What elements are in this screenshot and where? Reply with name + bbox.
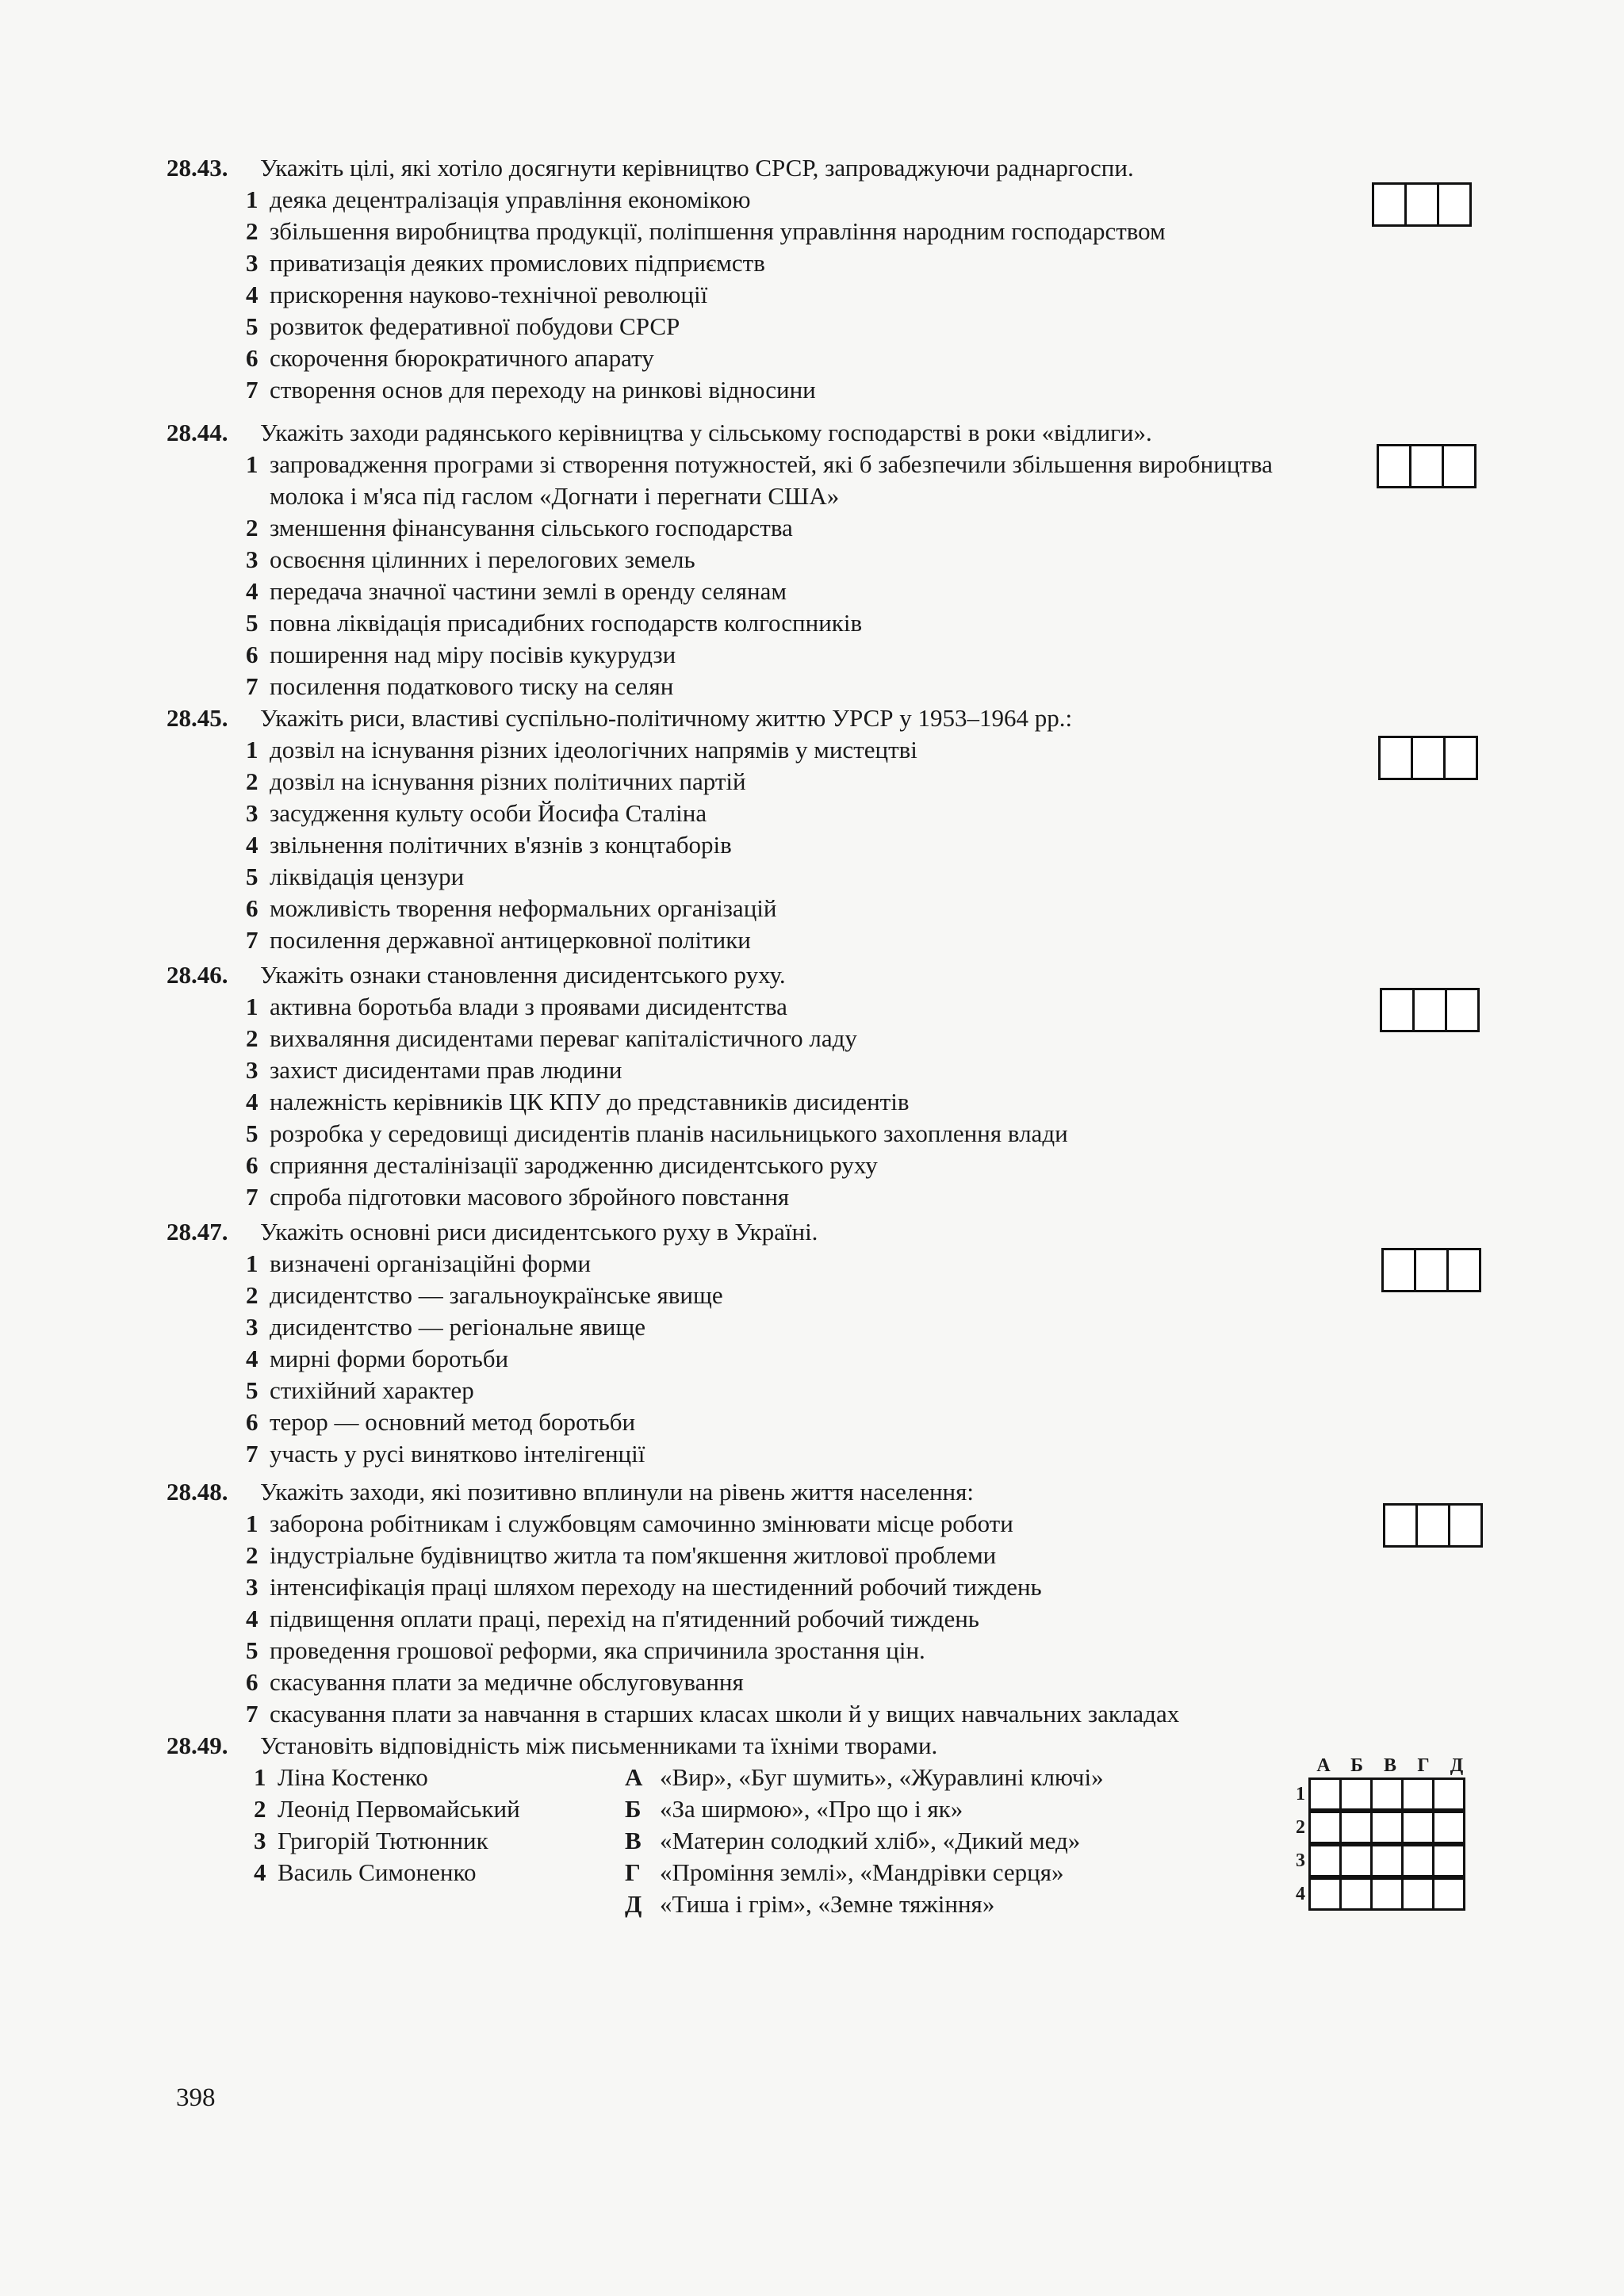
option-item bbox=[246, 1054, 1483, 1086]
question-text: Установіть відповідність між письменниками та їхніми творами. bbox=[260, 1732, 938, 1759]
option-number: 2 bbox=[246, 1541, 259, 1569]
option-text: сприяння десталінізації зародженню дисидентського руху bbox=[270, 1151, 878, 1179]
option-text: спроба підготовки масового збройного повстання bbox=[270, 1183, 790, 1211]
option-item bbox=[246, 1280, 1483, 1311]
answer-box[interactable] bbox=[1412, 988, 1447, 1032]
option-item bbox=[246, 1118, 1483, 1150]
option-text: участь у русі винятково інтелігенції bbox=[270, 1440, 645, 1468]
option-item bbox=[246, 512, 1483, 544]
option-text: освоєння цілинних і перелогових земель bbox=[270, 545, 695, 573]
option-text: повна ліквідація присадибних господарств колгоспників bbox=[270, 609, 863, 637]
answer-boxes-28-47 bbox=[1381, 1248, 1481, 1292]
option-text: належність керівників ЦК КПУ до представників дисидентів bbox=[270, 1088, 910, 1115]
question-number: 28.43. bbox=[167, 154, 228, 182]
option-number: 2 bbox=[246, 514, 259, 541]
option-text: дисидентство — регіональне явище bbox=[270, 1313, 646, 1341]
author-number: 4 bbox=[254, 1858, 266, 1886]
option-item bbox=[246, 829, 1483, 861]
option-number: 4 bbox=[246, 1345, 259, 1372]
option-text: ліквідація цензури bbox=[270, 863, 465, 890]
question-28-48 bbox=[167, 1476, 1483, 1730]
answer-box[interactable] bbox=[1383, 1503, 1418, 1548]
question-text: Укажіть риси, властиві суспільно-політичному життю УРСР у 1953–1964 рр.: bbox=[260, 704, 1073, 732]
answer-cell[interactable] bbox=[1432, 1844, 1465, 1877]
option-item bbox=[246, 1603, 1483, 1635]
option-item bbox=[246, 607, 1483, 639]
answer-box[interactable] bbox=[1404, 182, 1439, 227]
option-number: 6 bbox=[246, 1151, 259, 1179]
option-text: вихваляння дисидентами переваг капіталістичного ладу bbox=[270, 1024, 857, 1052]
option-item bbox=[246, 1375, 1483, 1406]
option-text: звільнення політичних в'язнів з концтаборів bbox=[270, 831, 732, 859]
author-name: Ліна Костенко bbox=[278, 1763, 428, 1791]
option-item bbox=[246, 991, 1483, 1023]
question-28-43 bbox=[167, 152, 1483, 406]
option-item bbox=[246, 893, 1483, 924]
answer-box[interactable] bbox=[1411, 736, 1446, 780]
option-number: 7 bbox=[246, 1183, 259, 1211]
option-item bbox=[246, 1023, 1483, 1054]
option-text: захист дисидентами прав людини bbox=[270, 1056, 622, 1084]
option-text: засудження культу особи Йосифа Сталіна bbox=[270, 799, 707, 827]
answer-cell[interactable] bbox=[1432, 1811, 1465, 1844]
option-item bbox=[246, 449, 1483, 512]
question-number: 28.44. bbox=[167, 419, 228, 446]
option-item bbox=[246, 1571, 1483, 1603]
option-number: 1 bbox=[246, 1510, 259, 1537]
option-text: можливість творення неформальних організацій bbox=[270, 894, 777, 922]
option-item bbox=[246, 734, 1483, 766]
option-number: 2 bbox=[246, 767, 259, 795]
answer-box[interactable] bbox=[1443, 736, 1478, 780]
answer-box[interactable] bbox=[1448, 1503, 1483, 1548]
option-number: 5 bbox=[246, 1376, 259, 1404]
answer-boxes-28-46 bbox=[1380, 988, 1480, 1032]
answer-grid-header bbox=[1307, 1754, 1473, 1777]
option-item bbox=[246, 639, 1483, 671]
option-number: 1 bbox=[246, 1249, 259, 1277]
option-item bbox=[246, 1248, 1483, 1280]
option-text: посилення податкового тиску на селян bbox=[270, 672, 674, 700]
answer-grid bbox=[1277, 1754, 1473, 1911]
author-item bbox=[254, 1762, 587, 1793]
grid-column-label: Г bbox=[1417, 1755, 1430, 1776]
answer-boxes-28-44 bbox=[1377, 444, 1477, 488]
author-item bbox=[254, 1793, 587, 1825]
answer-box[interactable] bbox=[1446, 1248, 1481, 1292]
option-item bbox=[246, 184, 1483, 216]
option-item bbox=[246, 1311, 1483, 1343]
grid-column-label: А bbox=[1316, 1755, 1331, 1776]
author-name: Григорій Тютюнник bbox=[278, 1827, 488, 1854]
option-number: 6 bbox=[246, 344, 259, 372]
answer-cell[interactable] bbox=[1339, 1811, 1373, 1844]
author-number: 1 bbox=[254, 1763, 266, 1791]
option-number: 3 bbox=[246, 1056, 259, 1084]
work-title: «Проміння землі», «Мандрівки серця» bbox=[660, 1858, 1064, 1886]
answer-box[interactable] bbox=[1445, 988, 1480, 1032]
option-item bbox=[246, 766, 1483, 798]
option-number: 4 bbox=[246, 577, 259, 605]
option-text: активна боротьба влади з проявами дисидентства bbox=[270, 993, 787, 1020]
answer-cell[interactable] bbox=[1432, 1777, 1465, 1811]
option-number: 5 bbox=[246, 863, 259, 890]
option-number: 3 bbox=[246, 249, 259, 277]
option-item bbox=[246, 1698, 1483, 1730]
author-item bbox=[254, 1857, 587, 1888]
option-text: прискорення науково-технічної революції bbox=[270, 281, 708, 308]
option-text: терор — основний метод боротьби bbox=[270, 1408, 636, 1436]
option-number: 5 bbox=[246, 312, 259, 340]
answer-grid-row bbox=[1277, 1844, 1473, 1877]
grid-row-label: 4 bbox=[1296, 1883, 1305, 1904]
grid-row-label: 2 bbox=[1296, 1816, 1305, 1838]
answer-cell[interactable] bbox=[1308, 1877, 1342, 1911]
option-item bbox=[246, 1150, 1483, 1181]
option-number: 1 bbox=[246, 993, 259, 1020]
work-item bbox=[625, 1857, 1243, 1888]
option-item bbox=[246, 1438, 1483, 1470]
option-text: дозвіл на існування різних ідеологічних напрямів у мистецтві bbox=[270, 736, 917, 763]
option-number: 7 bbox=[246, 926, 259, 954]
answer-cell[interactable] bbox=[1370, 1844, 1404, 1877]
option-number: 3 bbox=[246, 799, 259, 827]
answer-cell[interactable] bbox=[1308, 1777, 1342, 1811]
authors-list bbox=[254, 1762, 587, 1888]
author-item bbox=[254, 1825, 587, 1857]
option-number: 4 bbox=[246, 1088, 259, 1115]
answer-box[interactable] bbox=[1414, 1248, 1449, 1292]
answer-cell[interactable] bbox=[1401, 1811, 1434, 1844]
option-number: 6 bbox=[246, 641, 259, 668]
option-number: 6 bbox=[246, 1668, 259, 1696]
author-number: 2 bbox=[254, 1795, 266, 1823]
page-number: 398 bbox=[176, 2084, 216, 2112]
answer-cell[interactable] bbox=[1339, 1877, 1373, 1911]
option-item bbox=[246, 924, 1483, 956]
option-number: 5 bbox=[246, 1636, 259, 1664]
answer-cell[interactable] bbox=[1370, 1777, 1404, 1811]
option-item bbox=[246, 671, 1483, 702]
option-text: розробка у середовищі дисидентів планів насильницького захоплення влади bbox=[270, 1119, 1068, 1147]
option-text: скасування плати за медичне обслуговування bbox=[270, 1668, 744, 1696]
answer-grid-row bbox=[1277, 1877, 1473, 1911]
work-letter: Г bbox=[625, 1858, 641, 1886]
option-item bbox=[246, 247, 1483, 279]
option-item bbox=[246, 1540, 1483, 1571]
answer-boxes-28-48 bbox=[1383, 1503, 1483, 1548]
answer-box[interactable] bbox=[1377, 444, 1411, 488]
author-number: 3 bbox=[254, 1827, 266, 1854]
question-text: Укажіть ознаки становлення дисидентського руху. bbox=[260, 961, 786, 989]
question-number: 28.46. bbox=[167, 961, 228, 989]
option-text: заборона робітникам і службовцям самочинно змінювати місце роботи bbox=[270, 1510, 1013, 1537]
option-item bbox=[246, 861, 1483, 893]
work-item bbox=[625, 1762, 1243, 1793]
option-number: 7 bbox=[246, 376, 259, 404]
option-text: стихійний характер bbox=[270, 1376, 474, 1404]
option-text: дозвіл на існування різних політичних партій bbox=[270, 767, 746, 795]
option-text: дисидентство — загальноукраїнське явище bbox=[270, 1281, 723, 1309]
option-item bbox=[246, 1181, 1483, 1213]
option-number: 1 bbox=[246, 736, 259, 763]
work-letter: В bbox=[625, 1827, 642, 1854]
question-number: 28.49. bbox=[167, 1732, 228, 1759]
option-text: приватизація деяких промислових підприємств bbox=[270, 249, 765, 277]
option-item bbox=[246, 1635, 1483, 1667]
option-number: 3 bbox=[246, 1313, 259, 1341]
question-text: Укажіть заходи, які позитивно вплинули на рівень життя населення: bbox=[260, 1478, 975, 1506]
option-text: підвищення оплати праці, перехід на п'ятиденний робочий тиждень bbox=[270, 1605, 979, 1632]
author-name: Леонід Первомайський bbox=[278, 1795, 520, 1823]
option-text: індустріальне будівництво житла та пом'якшення житлової проблеми bbox=[270, 1541, 997, 1569]
question-text: Укажіть цілі, які хотіло досягнути керівництво СРСР, запроваджуючи раднаргоспи. bbox=[260, 154, 1134, 182]
option-text: створення основ для переходу на ринкові відносини bbox=[270, 376, 816, 404]
answer-cell[interactable] bbox=[1401, 1844, 1434, 1877]
answer-box[interactable] bbox=[1442, 444, 1477, 488]
option-number: 4 bbox=[246, 1605, 259, 1632]
answer-box[interactable] bbox=[1437, 182, 1472, 227]
answer-cell[interactable] bbox=[1308, 1811, 1342, 1844]
option-number: 7 bbox=[246, 1700, 259, 1728]
option-text: розвиток федеративної побудови СРСР bbox=[270, 312, 680, 340]
question-number: 28.48. bbox=[167, 1478, 228, 1506]
option-item bbox=[246, 342, 1483, 374]
question-28-44 bbox=[167, 417, 1483, 702]
work-letter: Д bbox=[625, 1890, 642, 1918]
answer-cell[interactable] bbox=[1401, 1877, 1434, 1911]
option-number: 3 bbox=[246, 545, 259, 573]
answer-box[interactable] bbox=[1415, 1503, 1450, 1548]
option-item bbox=[246, 374, 1483, 406]
option-number: 6 bbox=[246, 1408, 259, 1436]
answer-box[interactable] bbox=[1380, 988, 1415, 1032]
answer-boxes-28-43 bbox=[1372, 182, 1472, 227]
question-number: 28.45. bbox=[167, 704, 228, 732]
option-number: 6 bbox=[246, 894, 259, 922]
grid-row-label: 3 bbox=[1296, 1850, 1305, 1871]
option-number: 4 bbox=[246, 281, 259, 308]
author-name: Василь Симоненко bbox=[278, 1858, 477, 1886]
question-text: Укажіть заходи радянського керівництва у сільському господарстві в роки «відлиги». bbox=[260, 419, 1152, 446]
work-title: «Материн солодкий хліб», «Дикий мед» bbox=[660, 1827, 1081, 1854]
option-number: 3 bbox=[246, 1573, 259, 1601]
option-text: скасування плати за навчання в старших класах школи й у вищих навчальних закладах bbox=[270, 1700, 1180, 1728]
work-letter: А bbox=[625, 1763, 643, 1791]
answer-box[interactable] bbox=[1378, 736, 1413, 780]
option-number: 1 bbox=[246, 186, 259, 213]
answer-box[interactable] bbox=[1381, 1248, 1416, 1292]
answer-cell[interactable] bbox=[1339, 1844, 1373, 1877]
grid-column-label: Д bbox=[1450, 1755, 1464, 1776]
work-item bbox=[625, 1793, 1243, 1825]
option-item bbox=[246, 1406, 1483, 1438]
works-list bbox=[625, 1762, 1243, 1920]
answer-cell[interactable] bbox=[1308, 1844, 1342, 1877]
option-text: визначені організаційні форми bbox=[270, 1249, 592, 1277]
question-28-45 bbox=[167, 702, 1483, 956]
option-text: мирні форми боротьби bbox=[270, 1345, 509, 1372]
answer-grid-row bbox=[1277, 1811, 1473, 1844]
option-text: запровадження програми зі створення потужностей, які б забезпечили збільшення виробництва молока і м'яса під гаслом «Догнати і перегнати США» bbox=[270, 450, 1273, 510]
option-item bbox=[246, 1086, 1483, 1118]
option-text: інтенсифікація праці шляхом переходу на шестиденний робочий тиждень bbox=[270, 1573, 1042, 1601]
option-number: 2 bbox=[246, 1024, 259, 1052]
work-item bbox=[625, 1888, 1243, 1920]
work-letter: Б bbox=[625, 1795, 642, 1823]
work-title: «За ширмою», «Про що і як» bbox=[660, 1795, 963, 1823]
option-text: передача значної частини землі в оренду селянам bbox=[270, 577, 787, 605]
question-text: Укажіть основні риси дисидентського руху в Україні. bbox=[260, 1218, 818, 1246]
grid-row-label: 1 bbox=[1296, 1783, 1305, 1804]
answer-cell[interactable] bbox=[1370, 1811, 1404, 1844]
option-item bbox=[246, 1508, 1483, 1540]
option-item bbox=[246, 1667, 1483, 1698]
question-number: 28.47. bbox=[167, 1218, 228, 1246]
answer-boxes-28-45 bbox=[1378, 736, 1478, 780]
option-item bbox=[246, 576, 1483, 607]
option-number: 5 bbox=[246, 1119, 259, 1147]
option-number: 7 bbox=[246, 672, 259, 700]
answer-cell[interactable] bbox=[1370, 1877, 1404, 1911]
option-text: збільшення виробництва продукції, поліпшення управління народним господарством bbox=[270, 217, 1166, 245]
answer-box[interactable] bbox=[1372, 182, 1407, 227]
answer-cell[interactable] bbox=[1339, 1777, 1373, 1811]
grid-column-label: Б bbox=[1350, 1755, 1363, 1776]
option-number: 2 bbox=[246, 217, 259, 245]
option-item bbox=[246, 544, 1483, 576]
option-number: 5 bbox=[246, 609, 259, 637]
option-text: проведення грошової реформи, яка спричинила зростання цін. bbox=[270, 1636, 925, 1664]
option-text: зменшення фінансування сільського господарства bbox=[270, 514, 793, 541]
option-text: посилення державної антицерковної політики bbox=[270, 926, 751, 954]
option-number: 4 bbox=[246, 831, 259, 859]
option-text: поширення над міру посівів кукурудзи bbox=[270, 641, 676, 668]
answer-cell[interactable] bbox=[1432, 1877, 1465, 1911]
option-item bbox=[246, 1343, 1483, 1375]
answer-box[interactable] bbox=[1409, 444, 1444, 488]
answer-grid-row bbox=[1277, 1777, 1473, 1811]
option-item bbox=[246, 279, 1483, 311]
grid-column-label: В bbox=[1383, 1755, 1396, 1776]
option-item bbox=[246, 798, 1483, 829]
work-title: «Тиша і грім», «Земне тяжіння» bbox=[660, 1890, 995, 1918]
work-title: «Вир», «Буг шумить», «Журавлині ключі» bbox=[660, 1763, 1104, 1791]
answer-cell[interactable] bbox=[1401, 1777, 1434, 1811]
work-item bbox=[625, 1825, 1243, 1857]
option-number: 1 bbox=[246, 450, 259, 478]
question-28-46 bbox=[167, 959, 1483, 1213]
option-number: 7 bbox=[246, 1440, 259, 1468]
option-item bbox=[246, 216, 1483, 247]
question-28-47 bbox=[167, 1216, 1483, 1470]
option-item bbox=[246, 311, 1483, 342]
option-number: 2 bbox=[246, 1281, 259, 1309]
option-text: скорочення бюрократичного апарату bbox=[270, 344, 654, 372]
option-text: деяка децентралізація управління економікою bbox=[270, 186, 751, 213]
